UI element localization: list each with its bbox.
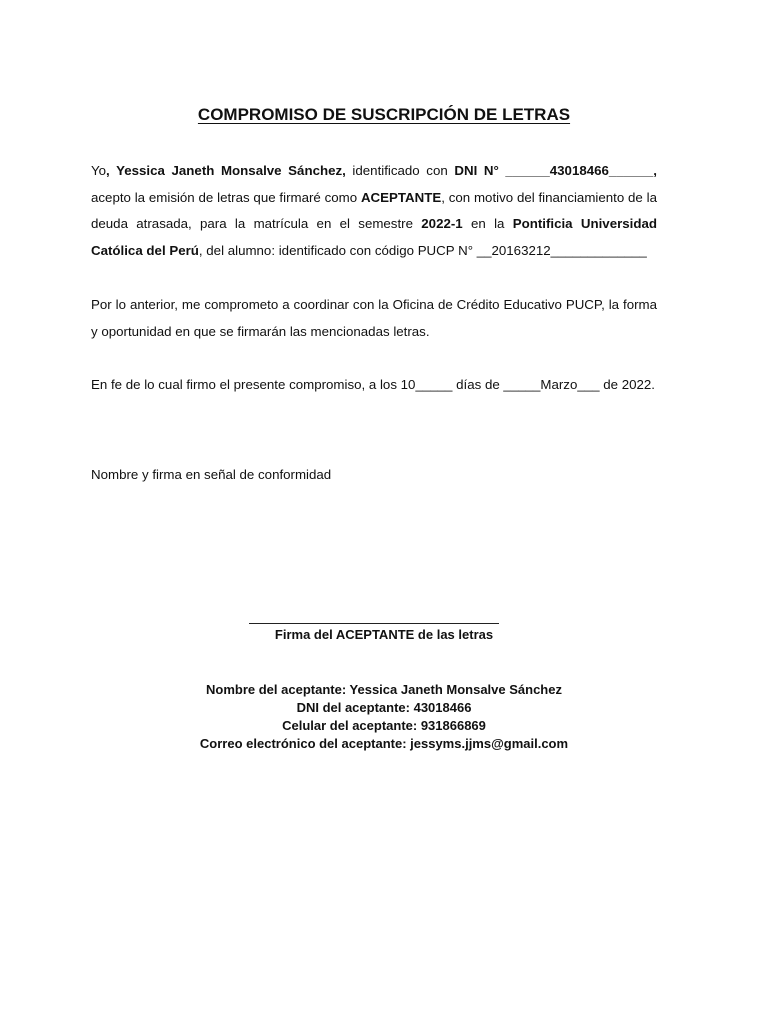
signature-label: Firma del ACEPTANTE de las letras <box>274 627 494 642</box>
acceptor-info-block <box>0 681 768 753</box>
text-segment: acepto la emisión de letras que firmaré como <box>91 189 361 205</box>
acceptor-email: Correo electrónico del aceptante: jessyms.jjms@gmail.com <box>199 736 569 751</box>
text-segment: , con motivo del financiamiento de la deuda atrasada, para la matrícula en el semestre <box>91 189 657 232</box>
paragraph-date: En fe de lo cual firmo el presente compromiso, a los 10_____ días de _____Marzo___ de 2022. <box>91 377 655 392</box>
paragraph-identification <box>91 158 657 264</box>
acceptor-name: Nombre del aceptante: Yessica Janeth Monsalve Sánchez <box>206 682 562 697</box>
text-segment: Yo <box>91 163 107 178</box>
signer-name: , Yessica Janeth Monsalve Sánchez, <box>106 163 346 178</box>
acceptor-dni: DNI del aceptante: 43018466 <box>296 700 472 715</box>
text-segment: en la <box>462 216 513 232</box>
dni-number: DNI N° ______43018466______, <box>454 163 657 178</box>
document-title: COMPROMISO DE SUSCRIPCIÓN DE LETRAS <box>197 105 571 124</box>
signature-line <box>249 623 499 624</box>
paragraph-commitment: Por lo anterior, me comprometo a coordinar con la Oficina de Crédito Educativo PUCP, la forma y oportunidad en que se firmarán las mencionadas letras. <box>91 297 657 339</box>
acceptor-phone: Celular del aceptante: 931866869 <box>282 718 486 733</box>
text-segment: , del alumno: identificado con código PUCP N° __20163212_____________ <box>198 242 647 258</box>
semester: 2022-1 <box>421 216 463 232</box>
university-name: Pontificia Universidad Católica del Perú <box>91 216 657 258</box>
role-aceptante: ACEPTANTE <box>360 189 442 205</box>
text-segment: identificado con <box>345 163 455 178</box>
paragraph-conformity: Nombre y firma en señal de conformidad <box>91 467 332 482</box>
